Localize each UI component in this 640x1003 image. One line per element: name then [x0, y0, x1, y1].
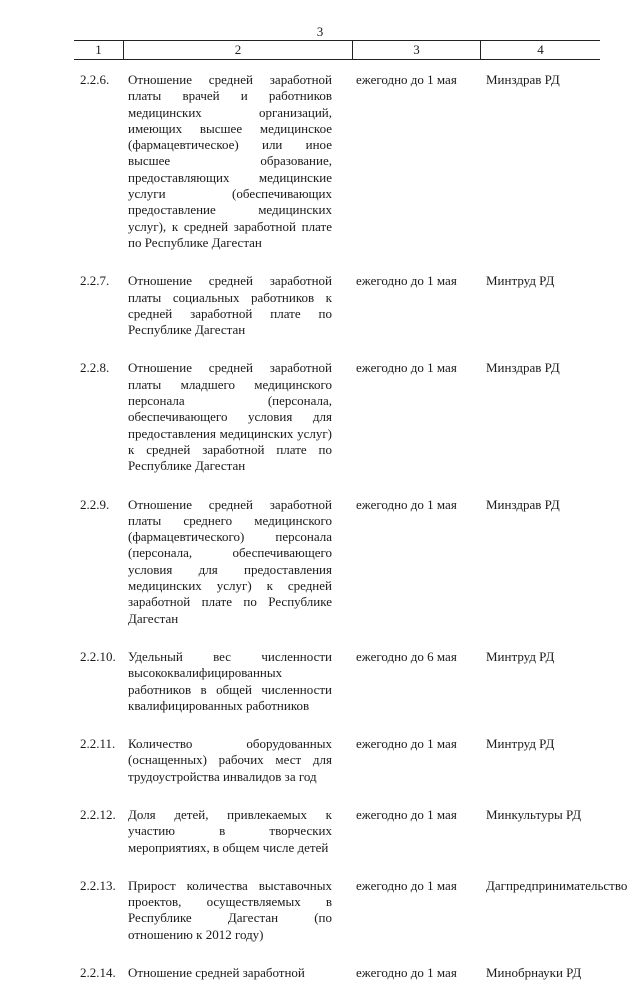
row-number: 2.2.6.	[80, 72, 110, 87]
row-number: 2.2.8.	[80, 360, 110, 376]
row-organization: Минздрав РД	[486, 360, 560, 376]
header-col-3: 3	[352, 41, 480, 59]
row-deadline: ежегодно до 1 мая	[356, 736, 457, 752]
row-description: Доля детей, привлекаемых к участию в творческих мероприятиях, в общем числе детей	[128, 806, 332, 855]
table-header	[74, 40, 600, 60]
table-body	[80, 72, 628, 1003]
table-row	[80, 965, 600, 981]
row-organization: Минкультуры РД	[486, 806, 582, 822]
row-description: Отношение средней заработной платы врачей и работников медицинских организаций, имеющих высшее медицинское (фармацевтическое) или иное высшее образование, предоставляющих медицинские услуги (обеспечивающих предоставление медицинских услуг), к средней заработной плате по Республике Дагестан	[128, 72, 332, 250]
header-col-2: 2	[123, 41, 352, 59]
row-number: 2.2.7.	[80, 273, 110, 289]
row-organization: Минздрав РД	[486, 496, 560, 512]
row-organization: Минобрнауки РД	[486, 965, 582, 981]
table-row	[80, 273, 600, 338]
row-deadline: ежегодно до 1 мая	[356, 360, 457, 376]
row-organization: Минздрав РД	[486, 72, 560, 87]
row-number: 2.2.11.	[80, 736, 116, 752]
row-description: Отношение средней заработной	[128, 965, 305, 981]
row-number: 2.2.12.	[80, 806, 116, 822]
row-deadline: ежегодно до 1 мая	[356, 496, 457, 512]
row-description: Отношение средней заработной платы социальных работников к средней заработной плате по Республике Дагестан	[128, 273, 332, 338]
row-description: Отношение средней заработной платы младшего медицинского персонала (персонала, обеспечивающего условия для предоставления медицинских услуг) к средней заработной плате по Республике Дагестан	[128, 360, 332, 474]
table-row	[80, 877, 628, 943]
row-description: Количество оборудованных (оснащенных) рабочих мест для трудоустройства инвалидов за год	[128, 736, 332, 784]
row-number: 2.2.14.	[80, 965, 116, 981]
row-deadline: ежегодно до 1 мая	[356, 72, 457, 87]
row-deadline: ежегодно до 1 мая	[356, 877, 457, 893]
table-row	[80, 649, 600, 714]
row-deadline: ежегодно до 1 мая	[356, 806, 457, 822]
table-row	[80, 360, 600, 474]
header-col-1: 1	[95, 42, 102, 57]
row-organization: Минтруд РД	[486, 736, 555, 752]
page-number: 3	[316, 24, 324, 39]
row-deadline: ежегодно до 1 мая	[356, 273, 457, 289]
table-row	[80, 497, 600, 627]
table-row	[80, 807, 600, 856]
row-organization: Минтруд РД	[486, 273, 555, 289]
row-deadline: ежегодно до 6 мая	[356, 648, 457, 664]
row-number: 2.2.9.	[80, 496, 110, 512]
table-row	[80, 736, 600, 785]
row-organization: Минтруд РД	[486, 648, 555, 664]
row-organization: Дагпредпринимательство	[486, 877, 628, 893]
row-description: Удельный вес численности высококвалифицированных работников в общей численности квалифицированных работников	[128, 648, 332, 713]
row-description: Отношение средней заработной платы среднего медицинского (фармацевтического) персонала (персонала, обеспечивающего условия для предоставления медицинских услуг) к средней заработной плате по Республике Дагестан	[128, 496, 332, 626]
table-row	[80, 72, 600, 251]
header-col-4: 4	[480, 41, 600, 59]
row-number: 2.2.10.	[80, 648, 116, 664]
row-number: 2.2.13.	[80, 877, 116, 893]
row-description: Прирост количества выставочных проектов, осуществляемых в Республике Дагестан (по отношению к 2012 году)	[128, 877, 332, 942]
row-deadline: ежегодно до 1 мая	[356, 965, 457, 981]
